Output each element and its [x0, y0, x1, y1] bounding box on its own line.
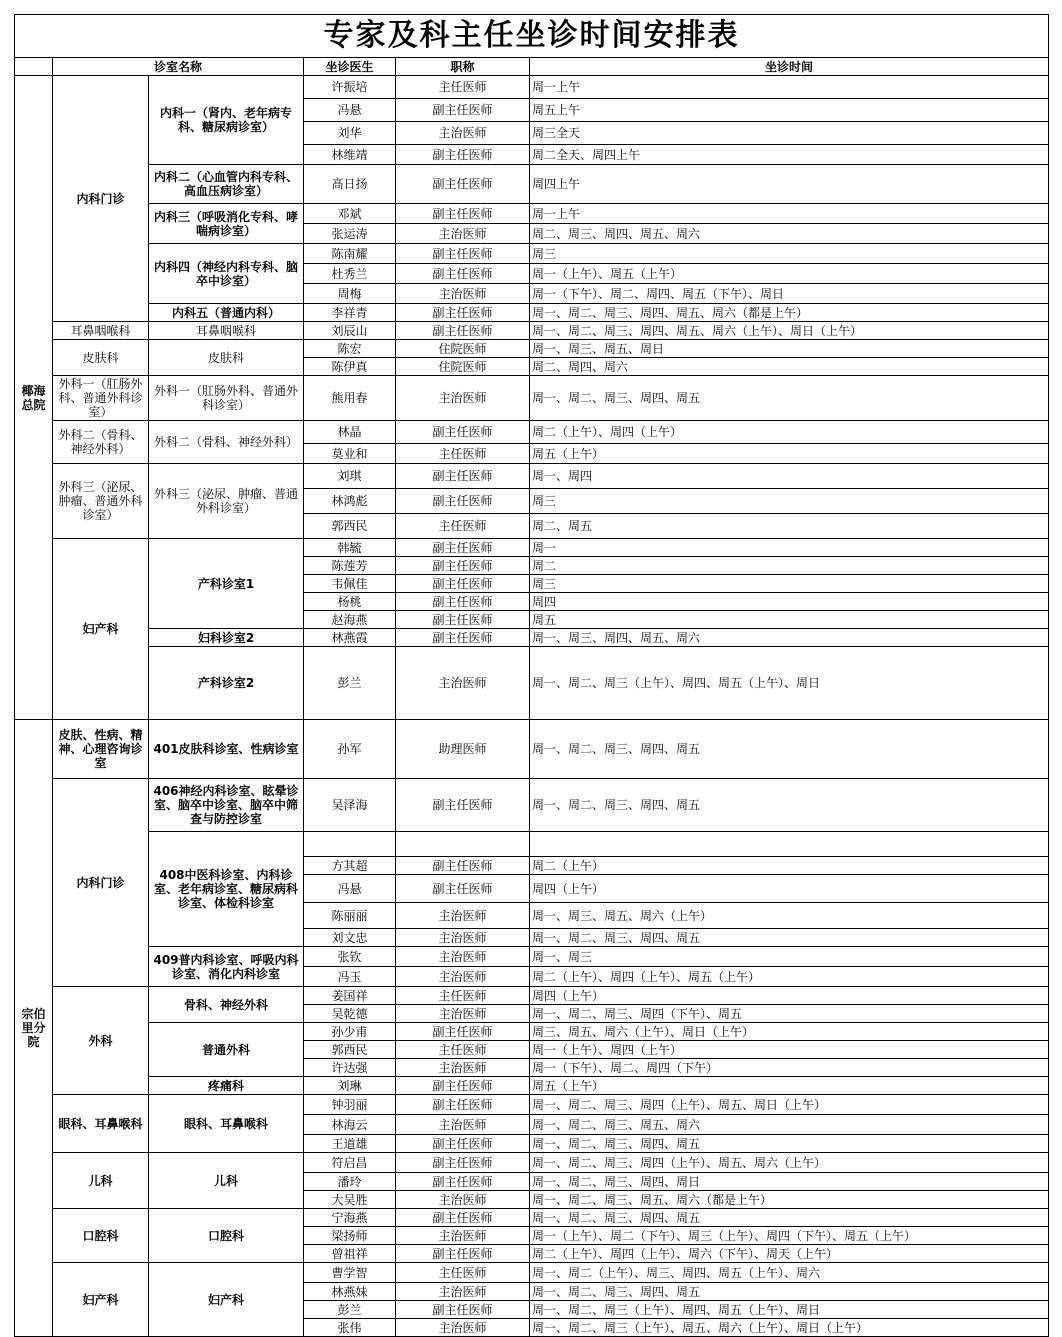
- doctor-name: 陈伊真: [304, 358, 396, 376]
- consult-time: 周二（上午）: [530, 857, 1049, 875]
- doctor-rank: 主治医师: [396, 1191, 530, 1209]
- doctor-rank: 主任医师: [396, 514, 530, 539]
- header-time: 坐诊时间: [530, 58, 1049, 76]
- consult-time: 周一、周二、周三、周四、周五: [530, 929, 1049, 947]
- doctor-rank: 副主任医师: [396, 464, 530, 489]
- doctor-rank: 副主任医师: [396, 322, 530, 340]
- table-row: [15, 1077, 1049, 1095]
- doctor-rank: 主治医师: [396, 1283, 530, 1301]
- doctor-name: 林燕霞: [304, 629, 396, 647]
- doctor-rank: 主治医师: [396, 929, 530, 947]
- doctor-rank: 副主任医师: [396, 611, 530, 629]
- consult-time: 周一、周二、周三、周四、周五: [530, 779, 1049, 832]
- consult-time: 周二（上午）、周四（上午）、周五（上午）: [530, 967, 1049, 987]
- doctor-rank: 主任医师: [396, 444, 530, 464]
- doctor-rank: 副主任医师: [396, 1077, 530, 1095]
- campus-name: 宗伯里分院: [15, 720, 53, 1337]
- doctor-rank: 主治医师: [396, 903, 530, 929]
- doctor-name: 杨桃: [304, 593, 396, 611]
- room-name: 妇产科: [149, 1263, 304, 1337]
- doctor-name: 林晶: [304, 421, 396, 444]
- room-name: 口腔科: [149, 1209, 304, 1263]
- table-row: [15, 947, 1049, 967]
- doctor-rank: 副主任医师: [396, 264, 530, 284]
- consult-time: 周一（上午）、周五（上午）: [530, 264, 1049, 284]
- doctor-rank: 主治医师: [396, 224, 530, 244]
- doctor-rank: 主治医师: [396, 1005, 530, 1023]
- consult-time: 周一（下午）、周二、周四（下午）: [530, 1059, 1049, 1077]
- doctor-name: 刘琳: [304, 1077, 396, 1095]
- doctor-name: 张运涛: [304, 224, 396, 244]
- doctor-name: 高日扬: [304, 165, 396, 204]
- doctor-rank: 副主任医师: [396, 304, 530, 322]
- consult-time: 周二、周五: [530, 514, 1049, 539]
- doctor-name: 孙军: [304, 720, 396, 779]
- table-row: [15, 1263, 1049, 1283]
- doctor-name: 吴泽海: [304, 779, 396, 832]
- doctor-rank: 副主任医师: [396, 557, 530, 575]
- table-row: [15, 987, 1049, 1005]
- doctor-name: 冯悬: [304, 875, 396, 903]
- room-name: 普通外科: [149, 1023, 304, 1077]
- doctor-rank: 主治医师: [396, 1115, 530, 1135]
- table-row: [15, 204, 1049, 224]
- consult-time: 周一（上午）、周四（上午）: [530, 1041, 1049, 1059]
- consult-time: 周一、周二、周三（上午）、周四、周五（上午）、周日: [530, 647, 1049, 720]
- doctor-name: 钟羽丽: [304, 1095, 396, 1115]
- room-name: 内科四（神经内科专科、脑卒中诊室）: [149, 244, 304, 304]
- doctor-name: 潘玲: [304, 1173, 396, 1191]
- doctor-name: 冯悬: [304, 99, 396, 122]
- consult-time: 周一（上午）、周二（下午）、周三（上午）、周四（下午）、周五（上午）: [530, 1227, 1049, 1245]
- consult-time: 周五（上午）: [530, 444, 1049, 464]
- doctor-name: 林维靖: [304, 145, 396, 165]
- room-name: 眼科、耳鼻喉科: [149, 1095, 304, 1153]
- consult-time: 周一、周二、周三、周四（下午）、周五: [530, 1005, 1049, 1023]
- consult-time: 周一、周三、周五、周日: [530, 340, 1049, 358]
- doctor-name: 陈宏: [304, 340, 396, 358]
- department-name: 外科: [53, 987, 149, 1095]
- doctor-name: 彭兰: [304, 647, 396, 720]
- doctor-rank: 副主任医师: [396, 539, 530, 557]
- consult-time: [530, 832, 1049, 857]
- consult-time: 周三全天: [530, 122, 1049, 145]
- consult-time: 周三: [530, 489, 1049, 514]
- doctor-name: 林鸿彪: [304, 489, 396, 514]
- doctor-rank: 主治医师: [396, 376, 530, 421]
- consult-time: 周五（上午）: [530, 1077, 1049, 1095]
- room-name: 内科五（普通内科）: [149, 304, 304, 322]
- table-row: [15, 779, 1049, 832]
- room-name: 内科二（心血管内科专科、高血压病诊室）: [149, 165, 304, 204]
- consult-time: 周一、周二、周三、周四、周五: [530, 720, 1049, 779]
- doctor-rank: 副主任医师: [396, 204, 530, 224]
- doctor-rank: 主治医师: [396, 647, 530, 720]
- doctor-rank: 主任医师: [396, 76, 530, 99]
- room-name: 外科一（肛肠外科、普通外科诊室）: [149, 376, 304, 421]
- room-name: 产科诊室2: [149, 647, 304, 720]
- doctor-name: 郭西民: [304, 514, 396, 539]
- doctor-name: 周梅: [304, 284, 396, 304]
- consult-time: 周一、周二、周三（上午）、周五、周六（上午）、周日（上午）: [530, 1319, 1049, 1337]
- room-name: 耳鼻咽喉科: [149, 322, 304, 340]
- doctor-rank: 副主任医师: [396, 1135, 530, 1153]
- doctor-rank: [396, 832, 530, 857]
- doctor-rank: 副主任医师: [396, 99, 530, 122]
- consult-time: 周一、周二、周三、周四、周五: [530, 1283, 1049, 1301]
- consult-time: 周一、周二、周三、周四、周五: [530, 1209, 1049, 1227]
- room-name: 骨科、神经外科: [149, 987, 304, 1023]
- table-row: [15, 1153, 1049, 1173]
- room-name: 产科诊室1: [149, 539, 304, 629]
- table-row: [15, 165, 1049, 204]
- header-campus: [15, 58, 53, 76]
- doctor-rank: 主治医师: [396, 284, 530, 304]
- doctor-name: 梁扬师: [304, 1227, 396, 1245]
- consult-time: 周五上午: [530, 99, 1049, 122]
- doctor-name: 吴乾德: [304, 1005, 396, 1023]
- table-row: [15, 340, 1049, 358]
- doctor-name: 宁海燕: [304, 1209, 396, 1227]
- doctor-name: 李祥青: [304, 304, 396, 322]
- department-name: 眼科、耳鼻喉科: [53, 1095, 149, 1153]
- table-row: [15, 76, 1049, 99]
- doctor-rank: 副主任医师: [396, 244, 530, 264]
- consult-time: 周五: [530, 611, 1049, 629]
- consult-time: 周四: [530, 593, 1049, 611]
- department-name: 内科门诊: [53, 779, 149, 987]
- doctor-rank: 副主任医师: [396, 1245, 530, 1263]
- department-name: 口腔科: [53, 1209, 149, 1263]
- doctor-rank: 副主任医师: [396, 875, 530, 903]
- doctor-rank: 副主任医师: [396, 629, 530, 647]
- campus-name: 椰海总院: [15, 76, 53, 720]
- doctor-name: 大吴胜: [304, 1191, 396, 1209]
- doctor-name: 许振培: [304, 76, 396, 99]
- doctor-rank: 副主任医师: [396, 1301, 530, 1319]
- room-name: 疼痛科: [149, 1077, 304, 1095]
- doctor-rank: 副主任医师: [396, 575, 530, 593]
- room-name: 408中医科诊室、内科诊室、老年病诊室、糖尿病科诊室、体检科诊室: [149, 832, 304, 947]
- consult-time: 周一、周四: [530, 464, 1049, 489]
- schedule-table: [14, 14, 1049, 1337]
- room-name: 内科三（呼吸消化专科、哮喘病诊室）: [149, 204, 304, 244]
- doctor-rank: 副主任医师: [396, 1209, 530, 1227]
- consult-time: 周二（上午）、周四（上午）、周六（下午）、周天（上午）: [530, 1245, 1049, 1263]
- doctor-rank: 主治医师: [396, 1059, 530, 1077]
- room-name: 内科一（肾内、老年病专科、糖尿病诊室）: [149, 76, 304, 165]
- table-row: [15, 464, 1049, 489]
- doctor-rank: 主任医师: [396, 987, 530, 1005]
- consult-time: 周一上午: [530, 76, 1049, 99]
- consult-time: 周二、周四、周六: [530, 358, 1049, 376]
- consult-time: 周四（上午）: [530, 875, 1049, 903]
- consult-time: 周一、周二、周三、周五、周六: [530, 1115, 1049, 1135]
- doctor-name: 邓斌: [304, 204, 396, 224]
- room-name: 406神经内科诊室、眩晕诊室、脑卒中诊室、脑卒中筛查与防控诊室: [149, 779, 304, 832]
- department-name: 外科三（泌尿、肿瘤、普通外科诊室）: [53, 464, 149, 539]
- doctor-rank: 主任医师: [396, 1263, 530, 1283]
- table-row: [15, 421, 1049, 444]
- table-row: [15, 720, 1049, 779]
- table-row: [15, 304, 1049, 322]
- doctor-rank: 住院医师: [396, 340, 530, 358]
- doctor-name: 张伟: [304, 1319, 396, 1337]
- doctor-rank: 副主任医师: [396, 857, 530, 875]
- room-name: 401皮肤科诊室、性病诊室: [149, 720, 304, 779]
- doctor-rank: 副主任医师: [396, 593, 530, 611]
- consult-time: 周三: [530, 244, 1049, 264]
- consult-time: 周一、周二、周三、周五、周六（都是上午）: [530, 1191, 1049, 1209]
- doctor-name: 刘文忠: [304, 929, 396, 947]
- department-name: 妇产科: [53, 539, 149, 720]
- table-row: [15, 322, 1049, 340]
- doctor-rank: 副主任医师: [396, 1023, 530, 1041]
- doctor-name: 林燕妹: [304, 1283, 396, 1301]
- doctor-name: 许达强: [304, 1059, 396, 1077]
- doctor-rank: 主任医师: [396, 1041, 530, 1059]
- doctor-name: 韩毓: [304, 539, 396, 557]
- doctor-rank: 助理医师: [396, 720, 530, 779]
- consult-time: 周一、周二（上午）、周三、周四、周五（上午）、周六: [530, 1263, 1049, 1283]
- department-name: 耳鼻咽喉科: [53, 322, 149, 340]
- doctor-name: 彭兰: [304, 1301, 396, 1319]
- consult-time: 周二: [530, 557, 1049, 575]
- header-rank: 职称: [396, 58, 530, 76]
- doctor-rank: 主治医师: [396, 1319, 530, 1337]
- doctor-name: 孙少甫: [304, 1023, 396, 1041]
- doctor-name: 刘辰山: [304, 322, 396, 340]
- consult-time: 周一（下午）、周二、周四、周五（下午）、周日: [530, 284, 1049, 304]
- consult-time: 周二、周三、周四、周五、周六: [530, 224, 1049, 244]
- consult-time: 周一、周二、周三、周四、周五: [530, 1135, 1049, 1153]
- consult-time: 周三、周五、周六（上午）、周日（上午）: [530, 1023, 1049, 1041]
- room-name: 皮肤科: [149, 340, 304, 376]
- table-row: [15, 629, 1049, 647]
- consult-time: 周一、周二、周三、周四、周五: [530, 376, 1049, 421]
- table-row: [15, 832, 1049, 857]
- doctor-name: 曾祖祥: [304, 1245, 396, 1263]
- doctor-name: 陈丽丽: [304, 903, 396, 929]
- doctor-rank: 主治医师: [396, 967, 530, 987]
- doctor-rank: 主治医师: [396, 947, 530, 967]
- doctor-rank: 主治医师: [396, 1227, 530, 1245]
- doctor-rank: 副主任医师: [396, 779, 530, 832]
- doctor-name: 曹学智: [304, 1263, 396, 1283]
- doctor-name: 郭西民: [304, 1041, 396, 1059]
- doctor-name: 王道雄: [304, 1135, 396, 1153]
- consult-time: 周二全天、周四上午: [530, 145, 1049, 165]
- consult-time: 周一、周三、周四、周五、周六: [530, 629, 1049, 647]
- department-name: 妇产科: [53, 1263, 149, 1337]
- doctor-name: 莫业和: [304, 444, 396, 464]
- doctor-name: 冯玉: [304, 967, 396, 987]
- consult-time: 周一、周二、周三（上午）、周四、周五（上午）、周日: [530, 1301, 1049, 1319]
- doctor-rank: 副主任医师: [396, 421, 530, 444]
- department-name: 外科一（肛肠外科、普通外科诊室）: [53, 376, 149, 421]
- table-row: [15, 647, 1049, 720]
- consult-time: 周一、周二、周三、周四（上午）、周五、周六（上午）: [530, 1153, 1049, 1173]
- table-row: [15, 244, 1049, 264]
- consult-time: 周一上午: [530, 204, 1049, 224]
- consult-time: 周一、周三: [530, 947, 1049, 967]
- consult-time: 周三: [530, 575, 1049, 593]
- department-name: 儿科: [53, 1153, 149, 1209]
- room-name: 409普内科诊室、呼吸内科诊室、消化内科诊室: [149, 947, 304, 987]
- consult-time: 周二（上午）、周四（上午）: [530, 421, 1049, 444]
- department-name: 外科二（骨科、神经外科）: [53, 421, 149, 464]
- doctor-name: 刘华: [304, 122, 396, 145]
- consult-time: 周一、周二、周三、周四、周五、周六（都是上午）: [530, 304, 1049, 322]
- department-name: 内科门诊: [53, 76, 149, 322]
- doctor-rank: 副主任医师: [396, 165, 530, 204]
- consult-time: 周一、周二、周三、周四、周五、周六（上午）、周日（上午）: [530, 322, 1049, 340]
- consult-time: 周一: [530, 539, 1049, 557]
- consult-time: 周四（上午）: [530, 987, 1049, 1005]
- doctor-name: 陈南耀: [304, 244, 396, 264]
- department-name: 皮肤科: [53, 340, 149, 376]
- table-row: [15, 539, 1049, 557]
- doctor-rank: 主治医师: [396, 122, 530, 145]
- doctor-rank: 副主任医师: [396, 145, 530, 165]
- doctor-name: 熊用春: [304, 376, 396, 421]
- room-name: 外科二（骨科、神经外科）: [149, 421, 304, 464]
- doctor-rank: 副主任医师: [396, 1173, 530, 1191]
- room-name: 妇科诊室2: [149, 629, 304, 647]
- doctor-rank: 副主任医师: [396, 1153, 530, 1173]
- doctor-name: 刘琪: [304, 464, 396, 489]
- consult-time: 周四上午: [530, 165, 1049, 204]
- consult-time: 周一、周三、周五、周六（上午）: [530, 903, 1049, 929]
- consult-time: 周一、周二、周三、周四、周日: [530, 1173, 1049, 1191]
- doctor-name: 赵海燕: [304, 611, 396, 629]
- department-name: 皮肤、性病、精神、心理咨询诊室: [53, 720, 149, 779]
- table-row: [15, 376, 1049, 421]
- doctor-name: 符启昌: [304, 1153, 396, 1173]
- doctor-name: 张钦: [304, 947, 396, 967]
- room-name: 外科三（泌尿、肿瘤、普通外科诊室）: [149, 464, 304, 539]
- doctor-name: 姜国祥: [304, 987, 396, 1005]
- doctor-rank: 住院医师: [396, 358, 530, 376]
- header-doctor: 坐诊医生: [304, 58, 396, 76]
- consult-time: 周一、周二、周三、周四（上午）、周五、周日（上午）: [530, 1095, 1049, 1115]
- doctor-name: 林海云: [304, 1115, 396, 1135]
- header-room: 诊室名称: [53, 58, 304, 76]
- doctor-name: 杜秀兰: [304, 264, 396, 284]
- table-row: [15, 1095, 1049, 1115]
- page-title: 专家及科主任坐诊时间安排表: [15, 15, 1049, 58]
- doctor-name: 陈莲芳: [304, 557, 396, 575]
- room-name: 儿科: [149, 1153, 304, 1209]
- doctor-rank: 副主任医师: [396, 489, 530, 514]
- doctor-name: 韦佩佳: [304, 575, 396, 593]
- doctor-rank: 副主任医师: [396, 1095, 530, 1115]
- doctor-name: 方其超: [304, 857, 396, 875]
- doctor-name: [304, 832, 396, 857]
- table-row: [15, 1023, 1049, 1041]
- table-row: [15, 1209, 1049, 1227]
